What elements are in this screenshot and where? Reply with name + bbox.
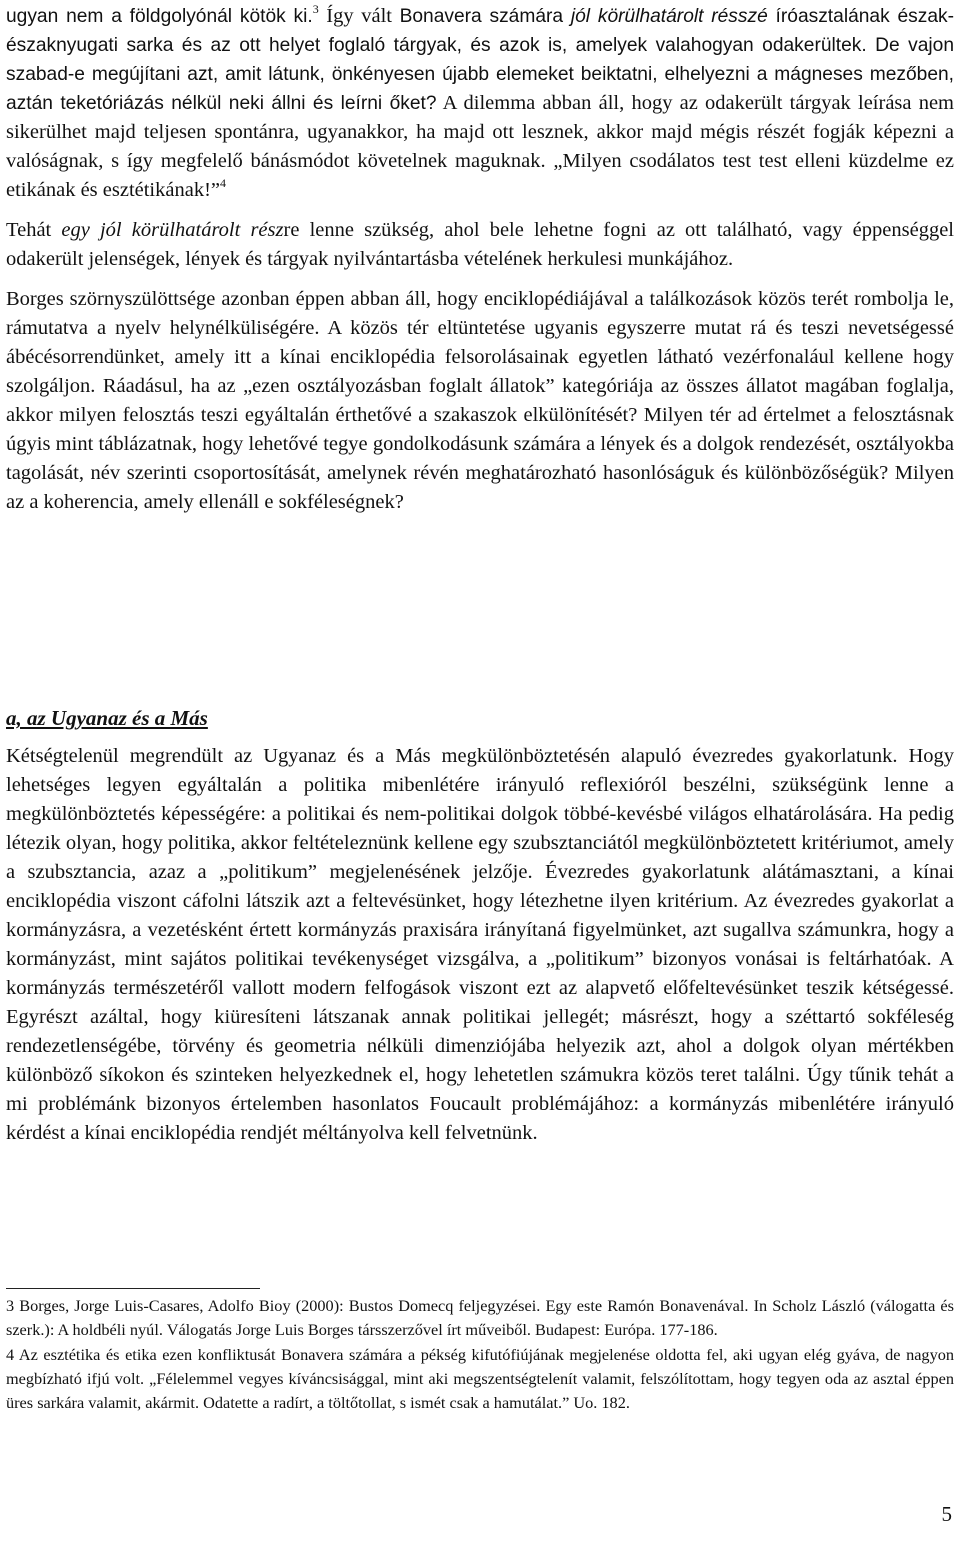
section-heading: a, az Ugyanaz és a Más: [6, 706, 208, 730]
emphasis-text: jól körülhatárolt résszé: [570, 6, 768, 27]
footnote-3: 3 Borges, Jorge Luis-Casares, Adolfo Bioy (2000): Bustos Domecq feljegyzései. Egy este Ramón Bonavenával. In Scholz László (válogatta és szerk.): A holdbéli nyúl. Válogatás Jorge Luis Borges társszerzővel írt műveiből. Budapest: Európa. 177-186.: [6, 1296, 954, 1340]
footnote-ref-3: 3: [312, 2, 319, 16]
paragraph-continuation: ugyan nem a földgolyónál kötök ki.$^3$ Így vált Bonavera számára jól körülhatárolt résszé íróasztalának észak-északnyugati sarka és az ott helyet foglaló tárgyak, és azok is, amelyek valahogyan odakerültek. De vajon szabad-e megújítani azt, amit látunk, önkényesen újabb elemeket beiktatni, elhelyezni a mágneses mezőben, aztán teketóriázás nélkül neki állni és leírni őket? A dilemma abban áll, hogy az odakerült tárgyak leírása nem sikerülhet majd teljesen spontánra, ugyanakkor, ha majd ott lesznek, akkor majd mégis részét fogják képezni a valóságnak, s így megfelelő bánásmódot követelnek maguknak. „Milyen csodálatos test test elleni küzdelme ez etikának és esztétikának!”$^4$: [6, 2, 954, 201]
footnote-ref-4: 4: [220, 176, 226, 190]
section-body: [6, 742, 954, 1148]
paragraph: Kétségtelenül megrendült az Ugyanaz és a Más megkülönböztetésén alapuló évezredes gyakorlatunk. Hogy lehetséges legyen egyáltalán a politika mibenlétére irányuló reflexióról beszélni, szükségünk lenne a megkülönböztetés képességére: a politikai és nem-politikai dolgok többé-kevésbé világos elhatárolására. Ha pedig létezik olyan, hogy politika, akkor feltételeznünk kellene egy szubsztanciától megkülönböztetett kritériumot, amely a szubsztancia, azaz a „politikum” megjelenésének jelzője. Évezredes gyakorlatunk alátámasztani, a kínai enciklopédia viszont cáfolni látszik azt a feltevésünket, hogy létezhetne ilyen kritérium. Az évezredes gyakorlat a kormányzásra, a vezetésként értett kormányzás praxisára irányítaná figyelmünket, azt sugallva számunkra, hogy a kormányzást, mint sajátos politikai tevékenységet vizsgálva, a „politikum” bizonyos vonásai is feltárhatóak. A kormányzás természetéről vallott modern felfogások viszont ezt az alapvető előfeltevésünket teszik kétségessé. Egyrészt azáltal, hogy kiüresíteni látszanak annak politikai jellegét; másrészt, hogy a széttartó sokféleség rendezetlenségébe, törvény és geometria nélküli dimenziójába helyezik azt, ahol a dolgok olyan mértékben különböző síkokon és szinteken helyezkednek el, hogy lehetetlen számukra közös teret találni. Úgy tűnik tehát a mi problémánk bizonyos értelemben hasonlatos Foucault problémájához: a kormányzás mibenlétére irányuló kérdést a kínai enciklopédia rendjét méltányolva kell felvetnünk.: [6, 745, 954, 1144]
paragraph: Borges szörnyszülöttsége azonban éppen abban áll, hogy enciklopédiájával a találkozások közös terét rombolja le, rámutatva a nyelv helynélküliségére. A közös tér eltüntetése ugyanis egyszerre mutat rá és teszi nevetségessé ábécésorrendünket, amely itt a kínai enciklopédia felsorolásainak egyetlen látható vezérfonalául kellene hogy szolgáljon. Ráadásul, ha az „ezen osztályozásban foglalt állatok” kategóriája az összes állatot magában foglalja, akkor milyen felosztás teszi egyáltalán érthetővé a szakaszok elkülönítését? Milyen tér ad értelmet a felosztásnak úgyis mint táblázatnak, hogy lehetővé tegye gondolkodásunk számára a lények és a dolgok rendezését, osztályokba tagolását, név szerinti csoportosítását, amelynek révén meghatározható hasonlóságuk és különbözőségük? Milyen az a koherencia, amely ellenáll e sokféleségnek?: [6, 288, 954, 513]
page-number: 5: [941, 1502, 952, 1526]
footnote-4: 4 Az esztétika és etika ezen konfliktusát Bonavera számára a pékség kifutófiújának megjelenése oldotta fel, aki ugyan elég gyáva, de nagyon megbízható ifjú volt. „Félelemmel vegyes kíváncsisággal, mint aki megszentségtelenít valamit, felszólítottam, hogy tegyen oda az asztal éppen üres sarkára valamit, akármit. Odatette a radírt, a töltőtollat, s ismét csak a hamutálat.” Uo. 182.: [6, 1344, 954, 1413]
footnotes: [6, 1294, 954, 1415]
emphasis-text: egy jól körülhatárolt rész: [61, 219, 284, 241]
footnote-divider: [6, 1288, 260, 1289]
paragraph: Tehát egy jól körülhatárolt részre lenne szükség, ahol bele lehetne fogni az ott található, vagy éppenséggel odakerült jelenségek, lények és tárgyak nyilvántartásba vételének herkulesi munkájához.: [6, 219, 954, 270]
body-text-top: [6, 2, 954, 517]
